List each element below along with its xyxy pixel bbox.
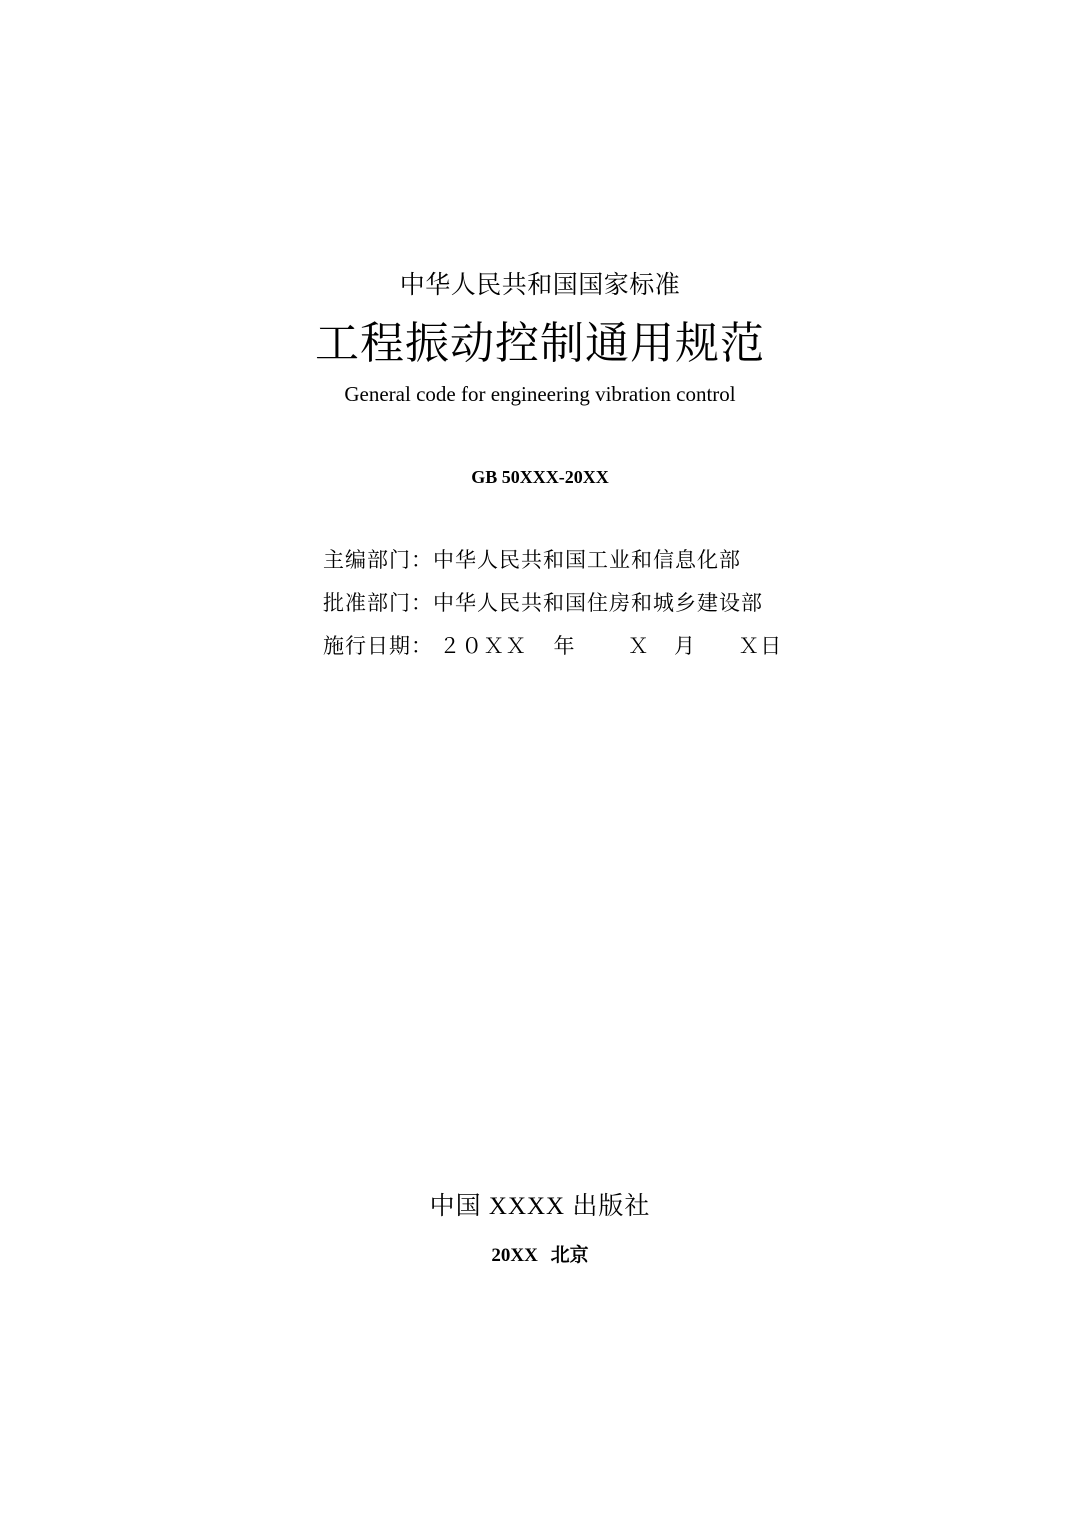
- standard-code: GB 50XXX-20XX: [471, 467, 609, 487]
- approval-label: 批准部门：: [323, 591, 433, 615]
- date-year: ２０ＸＸ: [439, 634, 528, 658]
- english-title: General code for engineering vibration control: [344, 382, 736, 406]
- publication-place-year: 20XX 北京: [491, 1245, 589, 1266]
- page-title: 工程振动控制通用规范: [315, 318, 765, 369]
- standard-label: 中华人民共和国国家标准: [399, 272, 681, 299]
- date-year-unit: 年: [553, 634, 576, 658]
- editor-label: 主编部门：: [323, 548, 433, 572]
- publisher-name: 中国 XXXX 出版社: [429, 1193, 651, 1220]
- standard-info-block: [323, 546, 783, 675]
- approval-row: [323, 589, 783, 632]
- implementation-date-row: [323, 632, 783, 675]
- editor-row: [323, 546, 783, 589]
- date-month-unit: 月: [674, 634, 696, 658]
- editor-value: 中华人民共和国工业和信息化部: [433, 548, 741, 572]
- date-day: Ｘ日: [738, 634, 783, 658]
- approval-value: 中华人民共和国住房和城乡建设部: [433, 591, 763, 615]
- date-month: Ｘ: [627, 634, 650, 658]
- date-label: 施行日期：: [323, 634, 433, 658]
